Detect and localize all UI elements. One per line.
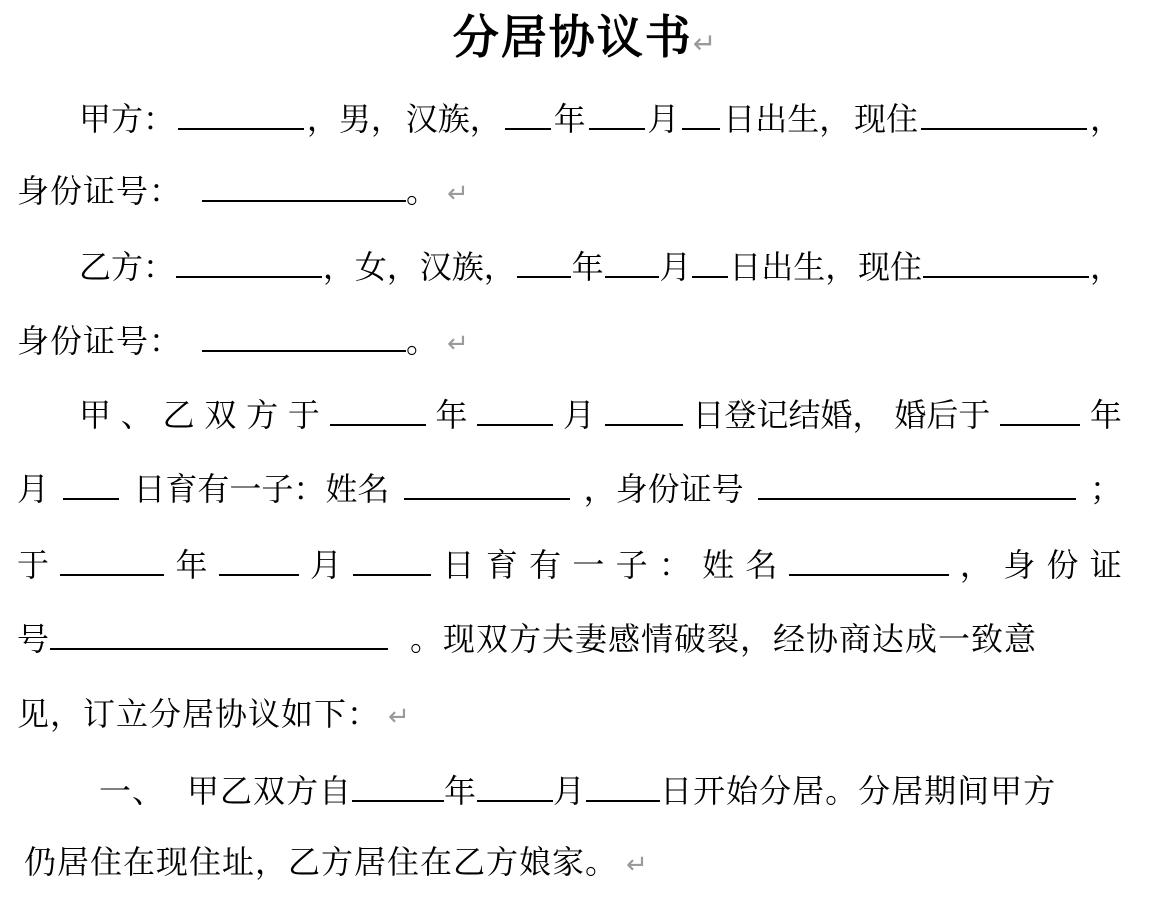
second-child-year-blank[interactable]	[60, 544, 164, 576]
second-child-text-10: 身	[1003, 546, 1036, 584]
second-child-text-2: 育	[485, 546, 518, 584]
party-b-comma: ，	[1089, 248, 1122, 286]
marriage-registered-label: 日登记结婚，	[692, 396, 885, 434]
child-name-label: 日育有一子：姓名	[133, 470, 390, 508]
party-b-address-blank[interactable]	[923, 246, 1089, 278]
separation-year-blank[interactable]	[352, 770, 444, 802]
document-title-text: 分居协议书	[452, 10, 693, 64]
party-a-line-2	[17, 170, 1122, 214]
second-child-year-label: 年	[175, 546, 208, 584]
marriage-month-label: 月	[563, 396, 596, 434]
second-child-id-label: 号	[17, 620, 51, 658]
second-child-text-7: 姓	[702, 546, 735, 584]
clause-1-line-1	[17, 770, 1122, 811]
second-child-text-12: 证	[1089, 546, 1122, 584]
child-year-label: 年	[1089, 396, 1122, 434]
child-id-label: ，身份证号	[583, 470, 744, 508]
party-b-label: 乙方：	[79, 248, 176, 286]
party-b-month-label: 月	[659, 248, 692, 286]
clause-1-start-label: 甲乙双方自	[187, 772, 353, 810]
marriage-line-3	[17, 544, 1122, 585]
party-a-address-blank[interactable]	[921, 98, 1087, 130]
second-child-text-6: ：	[658, 546, 691, 584]
child-name-blank[interactable]	[404, 468, 570, 500]
marriage-line-4	[17, 618, 1122, 659]
second-child-text-4: 一	[572, 546, 605, 584]
paragraph-return-icon: ↵	[388, 702, 411, 732]
party-a-birth-month-blank[interactable]	[589, 98, 645, 130]
party-b-line-1	[17, 246, 1122, 287]
child-id-semicolon: ；	[1089, 470, 1122, 508]
second-child-text-1: 日	[442, 546, 475, 584]
party-a-year-label: 年	[553, 100, 586, 138]
agreement-intro-text: 见，订立分居协议如下：	[17, 695, 381, 733]
party-b-ethnicity: 汉族，	[419, 248, 516, 286]
party-b-id-blank[interactable]	[202, 320, 406, 352]
party-a-end: 。	[406, 172, 440, 210]
second-child-text-3: 有	[529, 546, 562, 584]
paragraph-return-icon: ↵	[692, 27, 719, 60]
second-child-text-5: 子	[615, 546, 648, 584]
second-child-intro: 于	[17, 546, 50, 584]
party-a-birth-year-blank[interactable]	[505, 98, 551, 130]
marriage-day-blank[interactable]	[605, 394, 683, 426]
marriage-intro-5: 方	[246, 396, 279, 434]
separation-reason-text: 。现双方夫妻感情破裂，经协商达成一致意	[410, 620, 1038, 658]
separation-month-label: 月	[553, 772, 587, 810]
party-b-reside-label: 现住	[858, 248, 923, 286]
marriage-line-1	[17, 394, 1122, 435]
marriage-intro-3: 乙	[162, 396, 195, 434]
party-b-birth-month-blank[interactable]	[605, 246, 659, 278]
second-child-text-8: 名	[745, 546, 778, 584]
party-a-id-blank[interactable]	[202, 170, 406, 202]
second-child-name-blank[interactable]	[789, 544, 949, 576]
paragraph-return-icon: ↵	[447, 179, 470, 209]
marriage-intro-4: 双	[204, 396, 237, 434]
paragraph-return-icon: ↵	[626, 850, 649, 880]
party-b-birth-year-blank[interactable]	[517, 246, 571, 278]
paragraph-return-icon: ↵	[447, 329, 470, 359]
marriage-line-5	[17, 694, 1122, 737]
party-b-end: 。	[406, 322, 440, 360]
party-a-gender: ，男，	[306, 100, 403, 138]
second-child-text-11: 份	[1046, 546, 1079, 584]
party-a-comma: ，	[1089, 100, 1122, 138]
marriage-intro-6: 于	[287, 396, 320, 434]
separation-month-blank[interactable]	[477, 770, 553, 802]
marriage-month-blank[interactable]	[477, 394, 553, 426]
party-b-birth-day-blank[interactable]	[692, 246, 728, 278]
second-child-text-9: ，	[959, 546, 992, 584]
document-title	[0, 2, 1171, 79]
separation-year-label: 年	[444, 772, 478, 810]
marriage-year-label: 年	[435, 396, 468, 434]
party-a-month-label: 月	[647, 100, 680, 138]
party-a-reside-label: 现住	[854, 100, 919, 138]
child-month-label: 月	[17, 470, 50, 508]
clause-1-number: 一、	[99, 772, 166, 810]
party-a-birth-day-blank[interactable]	[682, 98, 720, 130]
party-a-id-label: 身份证号：	[17, 172, 183, 210]
clause-1-line-2	[24, 842, 1129, 885]
marriage-intro-1: 甲	[79, 396, 112, 434]
marriage-after-label: 婚后于	[894, 396, 991, 434]
party-b-id-label: 身份证号：	[17, 322, 183, 360]
second-child-month-label: 月	[310, 546, 343, 584]
party-a-ethnicity: 汉族，	[405, 100, 502, 138]
marriage-intro-2: 、	[120, 396, 153, 434]
party-b-name-blank[interactable]	[176, 246, 322, 278]
party-a-name-blank[interactable]	[178, 98, 304, 130]
child-id-blank[interactable]	[758, 468, 1076, 500]
party-b-line-2	[17, 320, 1122, 364]
separation-day-blank[interactable]	[586, 770, 660, 802]
party-b-year-label: 年	[571, 248, 604, 286]
party-a-born-label: 日出生，	[723, 100, 852, 138]
party-b-born-label: 日出生，	[729, 248, 858, 286]
party-a-line-1	[17, 98, 1122, 139]
party-b-gender: ，女，	[322, 248, 419, 286]
second-child-id-blank[interactable]	[50, 618, 388, 650]
marriage-year-blank[interactable]	[330, 394, 426, 426]
second-child-month-blank[interactable]	[219, 544, 299, 576]
marriage-line-2	[17, 468, 1122, 509]
residence-arrangement-text: 仍居住在现住址，乙方居住在乙方娘家。	[24, 843, 619, 881]
child-birth-day-blank[interactable]	[63, 468, 119, 500]
party-a-label: 甲方：	[79, 100, 176, 138]
child-birth-year-blank[interactable]	[1000, 394, 1080, 426]
second-child-day-blank[interactable]	[353, 544, 431, 576]
separation-start-text: 日开始分居。分居期间甲方	[660, 772, 1057, 810]
